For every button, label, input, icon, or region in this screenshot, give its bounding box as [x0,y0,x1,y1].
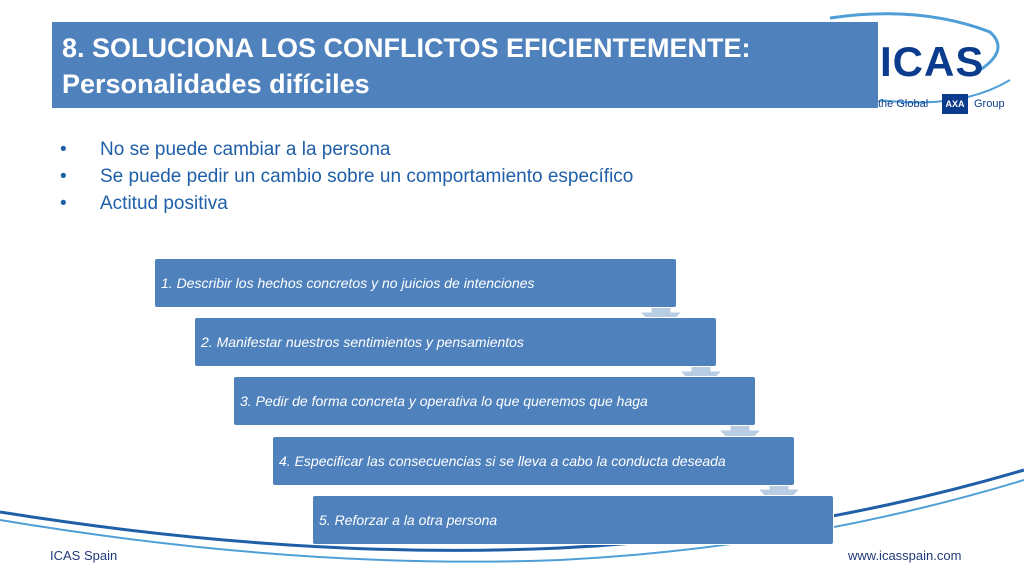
slide-title-line-2: Personalidades difíciles [62,69,370,99]
footer-company: ICAS Spain [50,548,118,563]
logo-tagline-left: the Global [878,98,929,110]
bullet-item [60,190,633,217]
process-step-3: 3. Pedir de forma concreta y operativa lo que queremos que haga [233,376,756,426]
bullet-text: No se puede cambiar a la persona [100,139,391,160]
axa-badge-icon: AXA [942,94,968,114]
slide-title-line-1: 8. SOLUCIONA LOS CONFLICTOS EFICIENTEMENTE: [62,33,751,63]
process-step-5: 5. Reforzar a la otra persona [312,495,834,545]
bullet-icon: • [60,193,67,214]
bullet-item [60,163,633,190]
bullet-text: Se puede pedir un cambio sobre un comportamiento específico [100,166,634,187]
bullet-item [60,136,633,163]
logo-name: ICAS [880,38,985,85]
bullet-icon: • [60,139,67,160]
slide-title [52,22,878,108]
bullet-text: Actitud positiva [100,193,228,214]
icas-logo [878,10,1024,120]
process-step-2: 2. Manifestar nuestros sentimientos y pensamientos [194,317,717,367]
bullet-icon: • [60,166,67,187]
bullet-list [60,136,633,217]
process-step-4: 4. Especificar las consecuencias si se lleva a cabo la conducta deseada [272,436,795,486]
logo-tagline-right: Group [974,98,1005,110]
footer-website-link[interactable]: www.icasspain.com [848,548,962,563]
process-step-1: 1. Describir los hechos concretos y no juicios de intenciones [154,258,677,308]
